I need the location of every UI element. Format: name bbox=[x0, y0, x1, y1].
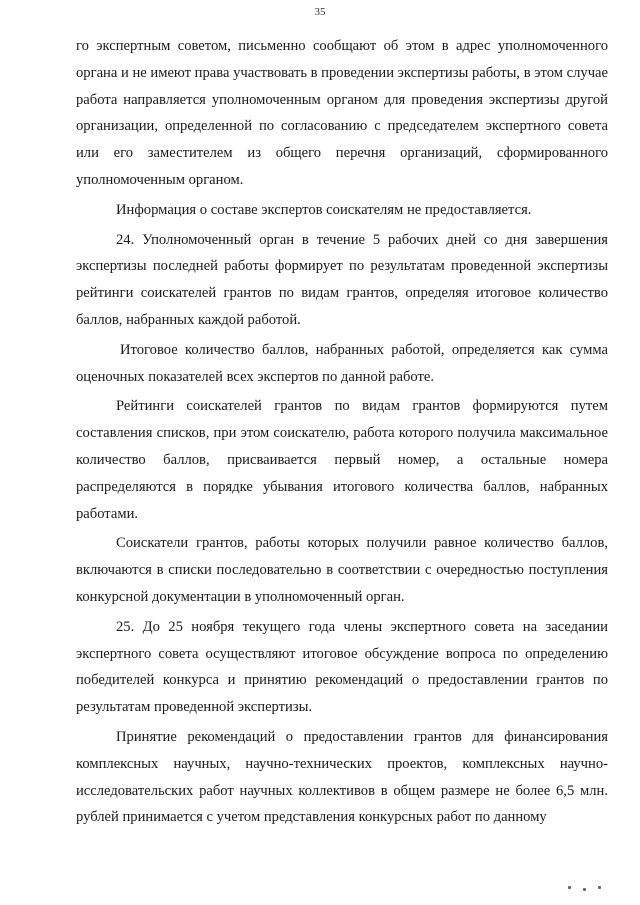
paragraph-continuation: го экспертным советом, письменно сообщают об этом в адрес уполномоченного органа и не имеют права участвовать в проведении экспертизы работы, в этом случае работа направляется уполномоченным органом для проведения экспертизы другой организации, определенной по согласованию с председателем экспертного совета или его заместителем из общего перечня организаций, сформированного уполномоченным органом. bbox=[76, 38, 608, 188]
scan-artifact bbox=[583, 888, 586, 891]
paragraph-experts-info: Информация о составе экспертов соискателям не предоставляется. bbox=[116, 201, 532, 218]
paragraph-ratings: Рейтинги соискателей грантов по видам грантов формируются путем составления списков, при этом соискателю, работа которого получила максимальное количество баллов, присваивается первый номер, а остальные номера распределяются в порядке убывания итогового количества баллов, набранных работами. bbox=[76, 398, 608, 522]
scan-artifact bbox=[568, 886, 571, 889]
scan-artifact bbox=[598, 886, 601, 889]
document-body bbox=[76, 33, 608, 834]
paragraph-total-score: Итоговое количество баллов, набранных работой, определяется как сумма оценочных показателей всех экспертов по данной работе. bbox=[76, 341, 608, 385]
paragraph-item-25: 25. До 25 ноября текущего года члены экспертного совета на заседании экспертного совета осуществляют итоговое обсуждение вопроса по определению победителей конкурса и принятию рекомендаций о предоставлении грантов по результатам проведенной экспертизы. bbox=[76, 618, 608, 716]
paragraph-equal-scores: Соискатели грантов, работы которых получили равное количество баллов, включаются в списки последовательно в соответствии с очередностью поступления конкурсной документации в уполномоченный орган. bbox=[76, 535, 608, 605]
paragraph-item-24: 24. Уполномоченный орган в течение 5 рабочих дней со дня завершения экспертизы последней работы формирует по результатам проведенной экспертизы рейтинги соискателей грантов по видам грантов, определяя итоговое количество баллов, набранных каждой работой. bbox=[76, 231, 608, 328]
paragraph-recommendations: Принятие рекомендаций о предоставлении грантов для финансирования комплексных научных, научно-технических проектов, комплексных научно-исследовательских работ научных коллективов в общем размере не более 6,5 млн. рублей принимается с учетом представления конкурсных работ по данному bbox=[76, 728, 608, 826]
page-number: 35 bbox=[314, 6, 326, 18]
